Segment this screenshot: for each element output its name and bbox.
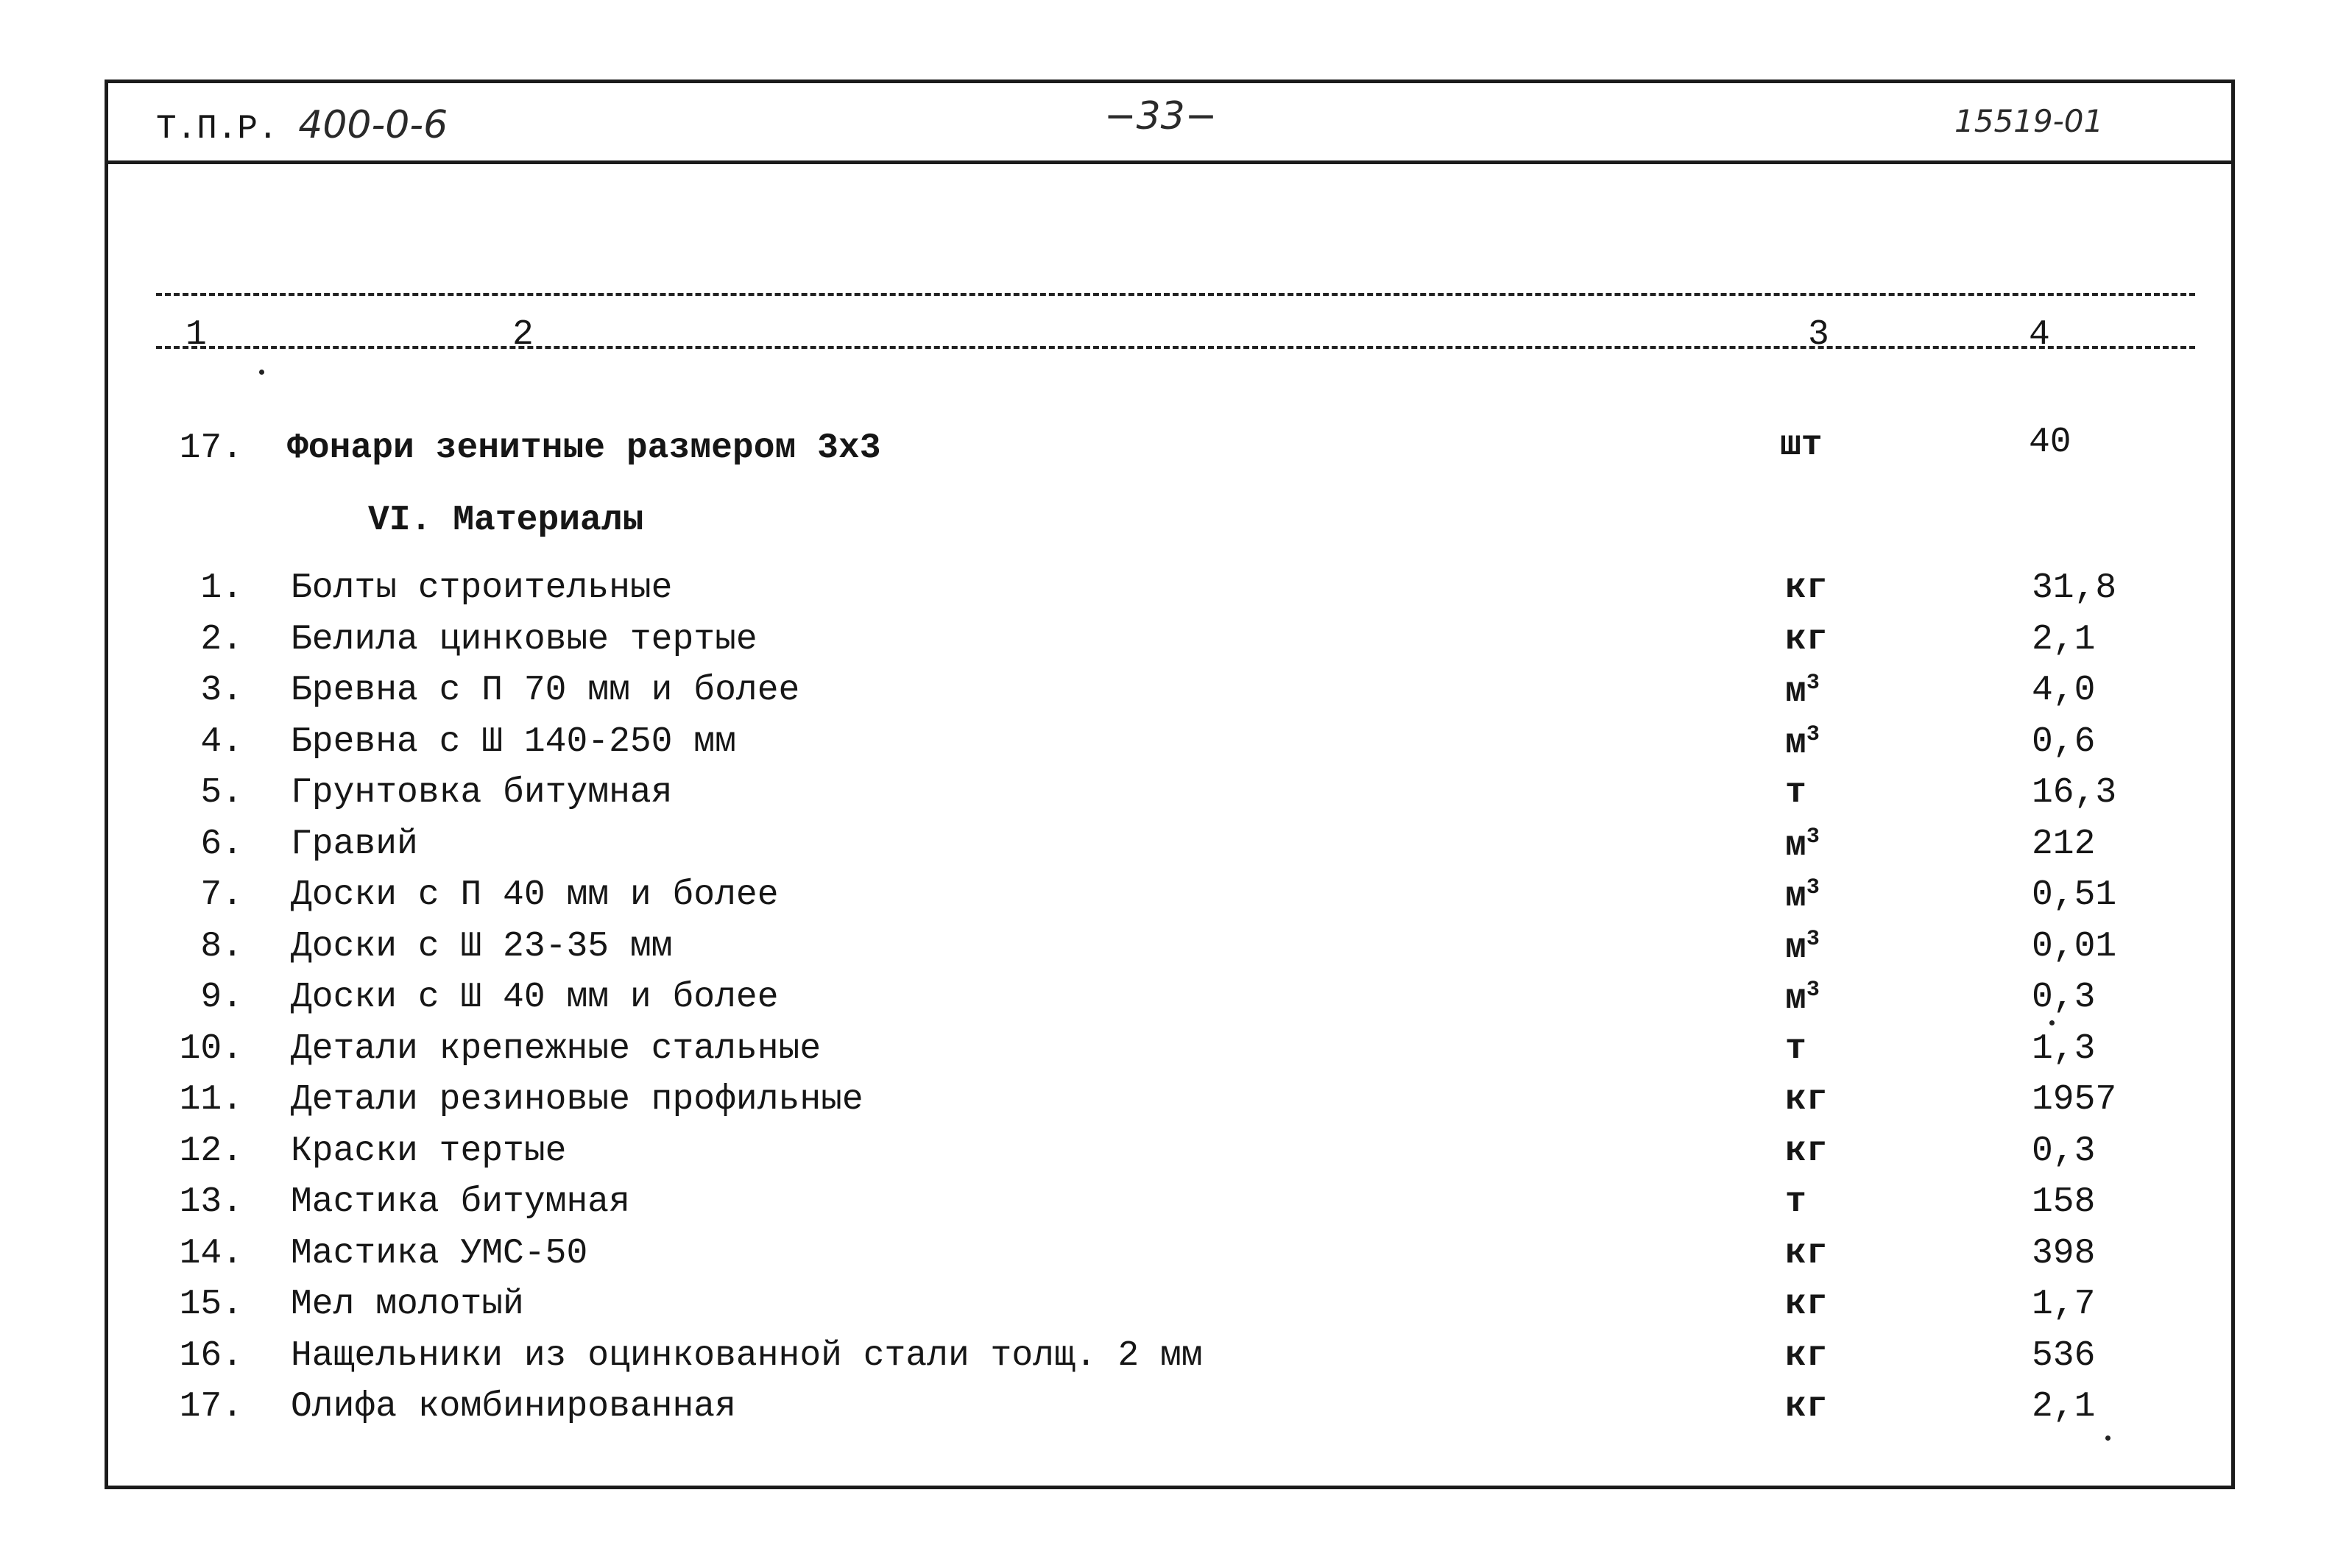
item-name: Олифа комбинированная [291, 1387, 736, 1427]
item-name: Детали резиновые профильные [291, 1080, 863, 1120]
item-quantity: 398 [2032, 1234, 2096, 1274]
item-quantity: 536 [2032, 1336, 2096, 1376]
item-name: Бревна с Ш 140-250 мм [291, 722, 736, 762]
column-number-1: 1 [186, 315, 207, 355]
scan-speck [2105, 1435, 2110, 1441]
item-name: Гравий [291, 824, 418, 864]
item-number: 14. [179, 1234, 243, 1274]
item-quantity: 1957 [2032, 1080, 2117, 1120]
item-unit: $м^3$ [1785, 722, 1820, 763]
unit-exponent: 3 [1806, 978, 1820, 1003]
item-number: 6. [200, 824, 243, 864]
item-number: 13. [179, 1182, 243, 1222]
item-unit: т [1785, 1182, 1806, 1222]
item-number: 17. [179, 1387, 243, 1427]
unit-exponent: 3 [1806, 875, 1820, 900]
item-quantity: 1,7 [2032, 1285, 2096, 1324]
item-quantity: 2,1 [2032, 1387, 2096, 1427]
column-number-3: 3 [1808, 315, 1829, 355]
dashed-rule-top [156, 293, 2195, 296]
item-unit: кг [1785, 1080, 1828, 1120]
item-unit: кг [1785, 1387, 1828, 1427]
unit-exponent: 3 [1806, 824, 1820, 850]
item-number: 11. [179, 1080, 243, 1120]
scan-speck [259, 370, 264, 375]
item-name: Мастика битумная [291, 1182, 630, 1222]
item-quantity: 212 [2032, 824, 2096, 864]
unit-exponent: 3 [1806, 927, 1820, 952]
lead-item-unit: шт [1780, 425, 1823, 465]
lead-item-name: Фонари зенитные размером 3х3 [287, 428, 881, 468]
item-number: 1. [200, 568, 243, 608]
item-name: Белила цинковые тертые [291, 620, 757, 660]
item-unit: $м^3$ [1785, 927, 1820, 968]
item-unit: кг [1785, 568, 1828, 608]
lead-item-number: 17. [179, 428, 243, 468]
unit-exponent: 3 [1806, 722, 1820, 747]
item-unit: $м^3$ [1785, 875, 1820, 917]
item-number: 10. [179, 1029, 243, 1069]
item-name: Доски с Ш 23-35 мм [291, 927, 673, 967]
doc-code [156, 103, 448, 148]
item-number: 2. [200, 620, 243, 660]
header-divider [105, 160, 2235, 164]
item-number: 7. [200, 875, 243, 915]
section-title: VI. Материалы [368, 501, 644, 540]
item-quantity: 0,6 [2032, 722, 2096, 762]
item-name: Мел молотый [291, 1285, 524, 1324]
item-number: 5. [200, 773, 243, 813]
item-quantity: 0,3 [2032, 978, 2096, 1017]
archive-number: 15519-01 [1954, 103, 2104, 139]
item-name: Доски с П 40 мм и более [291, 875, 779, 915]
item-quantity: 4,0 [2032, 671, 2096, 710]
item-unit: $м^3$ [1785, 671, 1820, 712]
item-unit: $м^3$ [1785, 824, 1820, 866]
item-quantity: 0,01 [2032, 927, 2117, 967]
item-quantity: 158 [2032, 1182, 2096, 1222]
item-unit: кг [1785, 1336, 1828, 1376]
item-unit: кг [1785, 1131, 1828, 1171]
scan-speck [2049, 1020, 2055, 1025]
item-unit: кг [1785, 1234, 1828, 1274]
item-name: Доски с Ш 40 мм и более [291, 978, 779, 1017]
item-number: 3. [200, 671, 243, 710]
item-name: Мастика УМС-50 [291, 1234, 588, 1274]
item-name: Бревна с П 70 мм и более [291, 671, 800, 710]
doc-prefix: Т.П.Р. [156, 110, 278, 148]
item-unit: кг [1785, 620, 1828, 660]
item-quantity: 2,1 [2032, 620, 2096, 660]
item-quantity: 0,51 [2032, 875, 2117, 915]
item-quantity: 16,3 [2032, 773, 2117, 813]
lead-item-quantity: 40 [2029, 423, 2071, 462]
item-quantity: 0,3 [2032, 1131, 2096, 1171]
item-unit: т [1785, 773, 1806, 813]
page-number: −33− [1104, 94, 1218, 138]
item-unit: $м^3$ [1785, 978, 1820, 1019]
item-name: Детали крепежные стальные [291, 1029, 822, 1069]
item-number: 12. [179, 1131, 243, 1171]
item-quantity: 1,3 [2032, 1029, 2096, 1069]
doc-number: 400-0-6 [298, 103, 448, 147]
item-quantity: 31,8 [2032, 568, 2117, 608]
item-unit: т [1785, 1029, 1806, 1069]
item-unit: кг [1785, 1285, 1828, 1324]
item-name: Болты строительные [291, 568, 673, 608]
dashed-rule-bottom [156, 346, 2195, 349]
unit-exponent: 3 [1806, 671, 1820, 696]
item-name: Краски тертые [291, 1131, 567, 1171]
column-number-2: 2 [512, 315, 534, 355]
item-number: 4. [200, 722, 243, 762]
item-number: 15. [179, 1285, 243, 1324]
item-number: 16. [179, 1336, 243, 1376]
item-number: 9. [200, 978, 243, 1017]
item-name: Грунтовка битумная [291, 773, 673, 813]
item-name: Нащельники из оцинкованной стали толщ. 2 мм [291, 1336, 1203, 1376]
column-number-4: 4 [2029, 315, 2050, 355]
item-number: 8. [200, 927, 243, 967]
